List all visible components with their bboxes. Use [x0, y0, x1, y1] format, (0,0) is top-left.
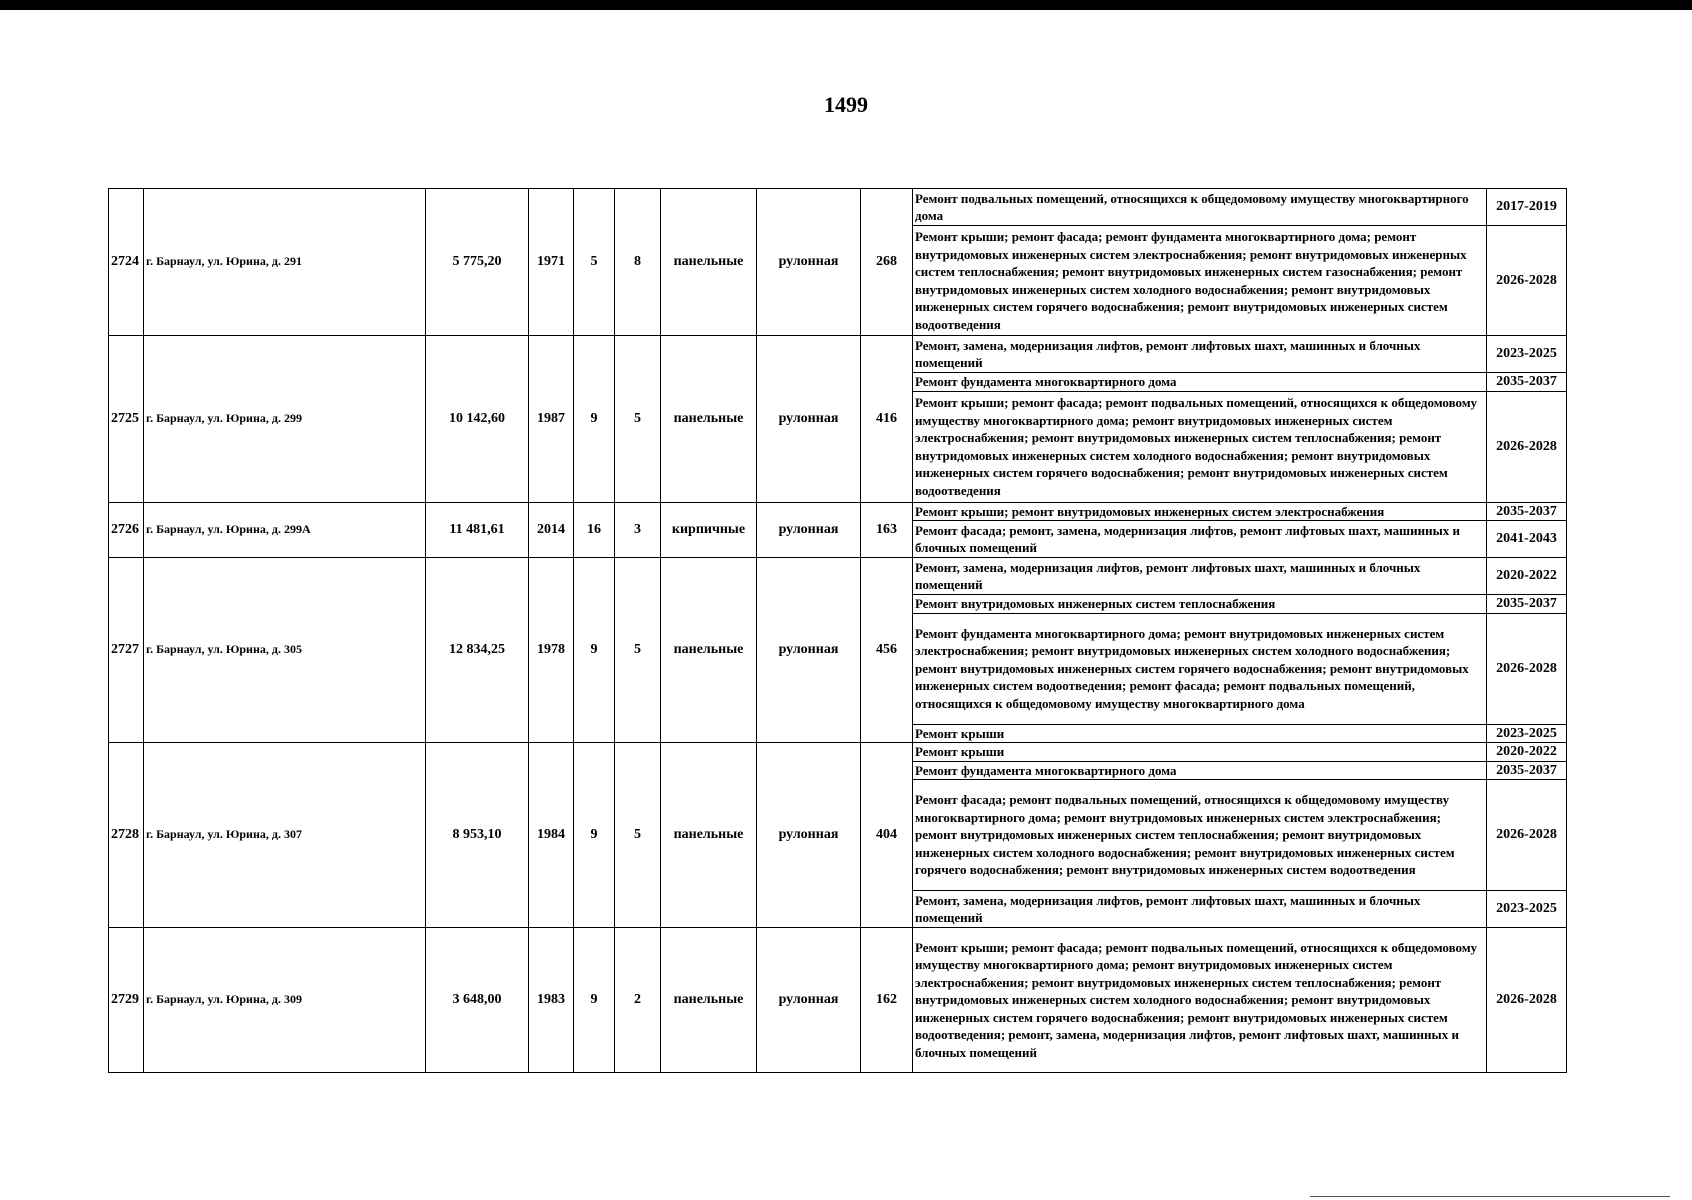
housing-repair-table — [108, 188, 1567, 1073]
wall-material: панельные — [661, 189, 757, 336]
repair-work-description: Ремонт крыши; ремонт фасада; ремонт подвальных помещений, относящихся к общедомовому имуществу многоквартирного дома; ремонт внутридомовых инженерных систем электроснабжения; ремонт внутридомовых инженерных систем теплоснабжения; ремонт внутридомовых инженерных систем холодного водоснабжения; ремонт внутридомовых инженерных систем горячего водоснабжения; ремонт внутридомовых инженерных систем водоотведения — [913, 391, 1487, 502]
resident-count: 416 — [861, 336, 913, 503]
repair-period: 2026-2028 — [1487, 391, 1567, 502]
repair-period: 2026-2028 — [1487, 780, 1567, 891]
house-address: г. Барнаул, ул. Юрина, д. 299А — [144, 502, 426, 558]
entrance-count: 5 — [615, 743, 661, 928]
scan-bottom-line — [1310, 1196, 1670, 1197]
resident-count: 163 — [861, 502, 913, 558]
table-row — [109, 502, 1567, 521]
house-address: г. Барнаул, ул. Юрина, д. 305 — [144, 558, 426, 743]
repair-work-description: Ремонт, замена, модернизация лифтов, ремонт лифтовых шахт, машинных и блочных помещений — [913, 891, 1487, 928]
repair-work-description: Ремонт фундамента многоквартирного дома — [913, 761, 1487, 780]
repair-work-description: Ремонт, замена, модернизация лифтов, ремонт лифтовых шахт, машинных и блочных помещений — [913, 558, 1487, 595]
floor-count: 9 — [574, 743, 615, 928]
build-year: 2014 — [529, 502, 574, 558]
repair-period: 2020-2022 — [1487, 558, 1567, 595]
repair-period: 2035-2037 — [1487, 373, 1567, 392]
repair-period: 2035-2037 — [1487, 595, 1567, 614]
roof-type: рулонная — [757, 336, 861, 503]
floor-count: 9 — [574, 928, 615, 1073]
total-area: 10 142,60 — [426, 336, 529, 503]
roof-type: рулонная — [757, 928, 861, 1073]
table-row — [109, 189, 1567, 226]
entrance-count: 2 — [615, 928, 661, 1073]
repair-work-description: Ремонт крыши; ремонт фасада; ремонт подвальных помещений, относящихся к общедомовому имуществу многоквартирного дома; ремонт внутридомовых инженерных систем электроснабжения; ремонт внутридомовых инженерных систем теплоснабжения; ремонт внутридомовых инженерных систем холодного водоснабжения; ремонт внутридомовых инженерных систем горячего водоснабжения; ремонт внутридомовых инженерных систем водоотведения; ремонт, замена, модернизация лифтов, ремонт лифтовых шахт, машинных и блочных помещений — [913, 928, 1487, 1073]
repair-period: 2041-2043 — [1487, 521, 1567, 558]
resident-count: 268 — [861, 189, 913, 336]
build-year: 1984 — [529, 743, 574, 928]
repair-period: 2026-2028 — [1487, 928, 1567, 1073]
house-address: г. Барнаул, ул. Юрина, д. 307 — [144, 743, 426, 928]
repair-period: 2035-2037 — [1487, 761, 1567, 780]
build-year: 1971 — [529, 189, 574, 336]
repair-period: 2023-2025 — [1487, 724, 1567, 743]
repair-work-description: Ремонт внутридомовых инженерных систем теплоснабжения — [913, 595, 1487, 614]
house-number: 2727 — [109, 558, 144, 743]
house-number: 2726 — [109, 502, 144, 558]
table-row — [109, 558, 1567, 595]
floor-count: 9 — [574, 336, 615, 503]
scan-top-border — [0, 0, 1692, 10]
entrance-count: 5 — [615, 558, 661, 743]
repair-period: 2023-2025 — [1487, 891, 1567, 928]
repair-period: 2026-2028 — [1487, 613, 1567, 724]
house-number: 2728 — [109, 743, 144, 928]
repair-work-description: Ремонт фундамента многоквартирного дома; ремонт внутридомовых инженерных систем электроснабжения; ремонт внутридомовых инженерных систем холодного водоснабжения; ремонт внутридомовых инженерных систем горячего водоснабжения; ремонт внутридомовых инженерных систем водоотведения; ремонт фасада; ремонт подвальных помещений, относящихся к общедомовому имуществу многоквартирного дома — [913, 613, 1487, 724]
house-address: г. Барнаул, ул. Юрина, д. 299 — [144, 336, 426, 503]
total-area: 5 775,20 — [426, 189, 529, 336]
resident-count: 162 — [861, 928, 913, 1073]
wall-material: панельные — [661, 928, 757, 1073]
repair-period: 2020-2022 — [1487, 743, 1567, 762]
total-area: 12 834,25 — [426, 558, 529, 743]
repair-work-description: Ремонт крыши; ремонт внутридомовых инженерных систем электроснабжения — [913, 502, 1487, 521]
house-address: г. Барнаул, ул. Юрина, д. 309 — [144, 928, 426, 1073]
house-number: 2725 — [109, 336, 144, 503]
floor-count: 5 — [574, 189, 615, 336]
house-number: 2729 — [109, 928, 144, 1073]
floor-count: 9 — [574, 558, 615, 743]
build-year: 1978 — [529, 558, 574, 743]
house-number: 2724 — [109, 189, 144, 336]
house-address: г. Барнаул, ул. Юрина, д. 291 — [144, 189, 426, 336]
wall-material: панельные — [661, 336, 757, 503]
resident-count: 404 — [861, 743, 913, 928]
repair-work-description: Ремонт фасада; ремонт, замена, модернизация лифтов, ремонт лифтовых шахт, машинных и блочных помещений — [913, 521, 1487, 558]
repair-work-description: Ремонт фасада; ремонт подвальных помещений, относящихся к общедомовому имуществу многоквартирного дома; ремонт внутридомовых инженерных систем электроснабжения; ремонт внутридомовых инженерных систем теплоснабжения; ремонт внутридомовых инженерных систем холодного водоснабжения; ремонт внутридомовых инженерных систем горячего водоснабжения; ремонт внутридомовых инженерных систем водоотведения — [913, 780, 1487, 891]
entrance-count: 3 — [615, 502, 661, 558]
table-row — [109, 928, 1567, 1073]
repair-work-description: Ремонт фундамента многоквартирного дома — [913, 373, 1487, 392]
repair-period: 2026-2028 — [1487, 226, 1567, 336]
repair-period: 2035-2037 — [1487, 502, 1567, 521]
repair-work-description: Ремонт крыши — [913, 724, 1487, 743]
entrance-count: 5 — [615, 336, 661, 503]
table-row — [109, 336, 1567, 373]
build-year: 1987 — [529, 336, 574, 503]
roof-type: рулонная — [757, 189, 861, 336]
floor-count: 16 — [574, 502, 615, 558]
repair-period: 2017-2019 — [1487, 189, 1567, 226]
total-area: 3 648,00 — [426, 928, 529, 1073]
build-year: 1983 — [529, 928, 574, 1073]
roof-type: рулонная — [757, 743, 861, 928]
entrance-count: 8 — [615, 189, 661, 336]
repair-work-description: Ремонт крыши; ремонт фасада; ремонт фундамента многоквартирного дома; ремонт внутридомовых инженерных систем электроснабжения; ремонт внутридомовых инженерных систем теплоснабжения; ремонт внутридомовых инженерных систем газоснабжения; ремонт внутридомовых инженерных систем холодного водоснабжения; ремонт внутридомовых инженерных систем горячего водоснабжения; ремонт внутридомовых инженерных систем водоотведения — [913, 226, 1487, 336]
roof-type: рулонная — [757, 558, 861, 743]
repair-period: 2023-2025 — [1487, 336, 1567, 373]
wall-material: панельные — [661, 743, 757, 928]
total-area: 8 953,10 — [426, 743, 529, 928]
wall-material: панельные — [661, 558, 757, 743]
wall-material: кирпичные — [661, 502, 757, 558]
repair-work-description: Ремонт, замена, модернизация лифтов, ремонт лифтовых шахт, машинных и блочных помещений — [913, 336, 1487, 373]
repair-work-description: Ремонт крыши — [913, 743, 1487, 762]
total-area: 11 481,61 — [426, 502, 529, 558]
table-row — [109, 743, 1567, 762]
resident-count: 456 — [861, 558, 913, 743]
repair-work-description: Ремонт подвальных помещений, относящихся к общедомовому имуществу многоквартирного дома — [913, 189, 1487, 226]
page-number: 1499 — [824, 92, 868, 117]
roof-type: рулонная — [757, 502, 861, 558]
